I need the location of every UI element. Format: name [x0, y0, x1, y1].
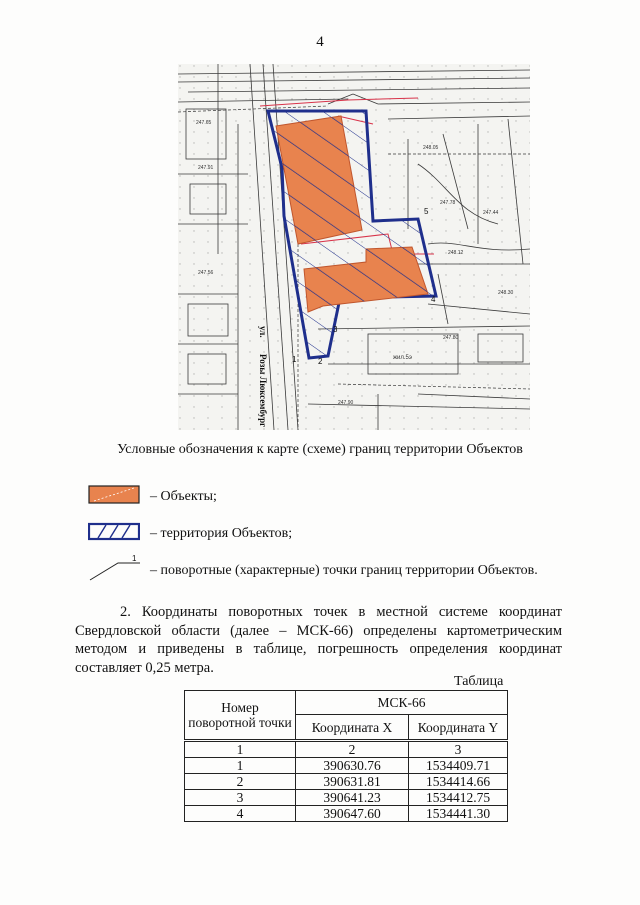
- turning-point-marker-icon: [88, 555, 148, 581]
- coordinates-table: [184, 690, 508, 822]
- legend-point-marker: 1: [132, 555, 137, 563]
- elevation-label: 247.78: [440, 200, 456, 206]
- cell-point: 4: [185, 806, 296, 822]
- elevation-label: 247.56: [198, 270, 214, 276]
- cell-y: 1534412.75: [409, 790, 508, 806]
- cell-point: 2: [185, 774, 296, 790]
- street-label-ul: ул.: [258, 326, 268, 338]
- table-row: [185, 758, 508, 774]
- legend-label: – поворотные (характерные) точки границ территории Объектов.: [150, 563, 538, 578]
- cell-x: 390630.76: [296, 758, 409, 774]
- legend-title: Условные обозначения к карте (схеме) границ территории Объектов: [117, 442, 523, 457]
- page-number: 4: [316, 34, 324, 50]
- legend-label: – территория Объектов;: [150, 526, 293, 541]
- elevation-label: 247.91: [198, 165, 214, 171]
- elevation-label: 247.44: [483, 210, 499, 216]
- table-row: [185, 774, 508, 790]
- table-row: [185, 806, 508, 822]
- elevation-label: 247.80: [443, 335, 459, 341]
- column-number: 3: [409, 741, 508, 758]
- territory-map: [178, 64, 530, 430]
- map-point-1: 1: [292, 355, 297, 364]
- territory-swatch-icon: [88, 522, 140, 542]
- cell-y: 1534441.30: [409, 806, 508, 822]
- elevation-label: 248.05: [423, 145, 439, 151]
- header-x: Координата X: [296, 715, 409, 741]
- map-point-5: 5: [424, 207, 429, 216]
- cell-x: 390631.81: [296, 774, 409, 790]
- table-row: [185, 790, 508, 806]
- legend-label: – Объекты;: [150, 489, 217, 504]
- objects-swatch-icon: [88, 485, 140, 505]
- cell-point: 3: [185, 790, 296, 806]
- cell-point: 1: [185, 758, 296, 774]
- elevation-label: 247.90: [338, 400, 354, 406]
- elevation-label: 247.65: [196, 120, 212, 126]
- cell-x: 390641.23: [296, 790, 409, 806]
- street-label-name: Розы Люксембург: [258, 354, 268, 428]
- cell-y: 1534414.66: [409, 774, 508, 790]
- column-number: 2: [296, 741, 409, 758]
- coordinates-paragraph: 2. Координаты поворотных точек в местной системе координат Свердловской области (далее – МСК-66) определены картометрическим методом и приведены в таблице, погрешность определения координат составляет 0,25 метра.: [75, 604, 562, 676]
- column-number-row: [185, 741, 508, 758]
- map-point-3: 3: [333, 325, 338, 334]
- table-caption: Таблица: [454, 674, 504, 689]
- elevation-label: 248.12: [448, 250, 464, 256]
- map-point-4: 4: [431, 295, 436, 304]
- cell-x: 390647.60: [296, 806, 409, 822]
- cell-y: 1534409.71: [409, 758, 508, 774]
- elevation-label: 248.30: [498, 290, 514, 296]
- header-system: МСК-66: [296, 691, 508, 715]
- column-number: 1: [185, 741, 296, 758]
- map-point-2: 2: [318, 357, 323, 366]
- building-label: жил.5э: [393, 355, 412, 361]
- header-y: Координата Y: [409, 715, 508, 741]
- header-point-number: Номер поворотной точки: [185, 691, 296, 741]
